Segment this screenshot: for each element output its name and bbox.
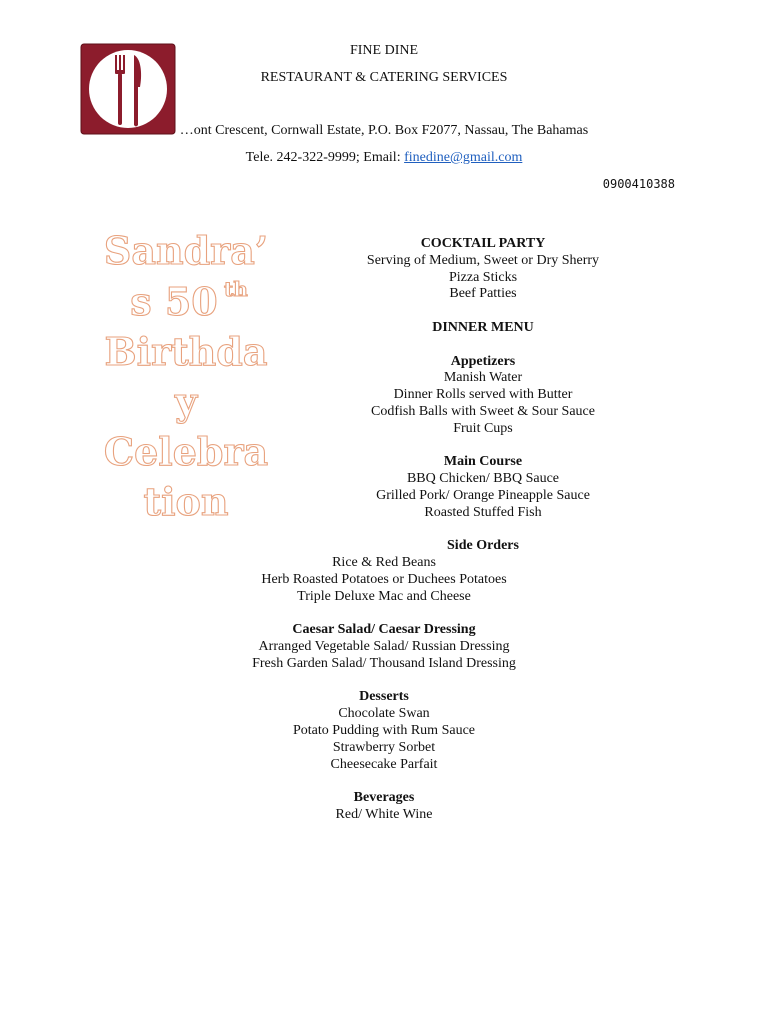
- beverages-heading: Beverages: [353, 790, 415, 806]
- menu-upper: [283, 236, 683, 555]
- appetizers-heading: Appetizers: [450, 353, 516, 369]
- menu-item: Codfish Balls with Sweet & Sour Sauce: [371, 403, 595, 419]
- salads-heading: Caesar Salad/ Caesar Dressing: [292, 622, 476, 638]
- menu-item: Triple Deluxe Mac and Cheese: [297, 588, 471, 604]
- cocktail-heading: COCKTAIL PARTY: [420, 236, 546, 251]
- menu-item: Chocolate Swan: [338, 706, 430, 722]
- side-orders-heading: Side Orders: [447, 538, 519, 554]
- menu-item: Manish Water: [443, 370, 523, 386]
- title-line: y: [174, 379, 198, 424]
- title-line: Celebra: [103, 429, 269, 474]
- company-name: FINE DINE: [349, 43, 419, 58]
- title-line: s 50: [130, 279, 218, 324]
- menu-item: Strawberry Sorbet: [332, 739, 436, 755]
- dinner-menu-heading: DINNER MENU: [432, 319, 534, 335]
- menu-lower: [184, 555, 584, 824]
- company-address: …ont Crescent, Cornwall Estate, P.O. Box F2077, Nassau, The Bahamas: [179, 123, 589, 138]
- menu-item: Herb Roasted Potatoes or Duchees Potatoes: [261, 571, 507, 587]
- menu-item: Grilled Pork/ Orange Pineapple Sauce: [376, 487, 590, 503]
- title-line: Birthda: [104, 329, 268, 374]
- menu-item: Pizza Sticks: [448, 269, 518, 285]
- menu-item: Fresh Garden Salad/ Thousand Island Dressing: [252, 655, 516, 671]
- birthday-title-art: [96, 224, 276, 524]
- email-link[interactable]: finedine@gmail.com: [404, 150, 523, 165]
- reference-number: 0900410388: [602, 177, 675, 191]
- title-line: Sandra’: [103, 228, 269, 273]
- menu-item: Potato Pudding with Rum Sauce: [293, 722, 475, 738]
- menu-item: Serving of Medium, Sweet or Dry Sherry: [366, 252, 600, 268]
- menu-item: Beef Patties: [449, 286, 517, 302]
- menu-item: Dinner Rolls served with Butter: [393, 387, 573, 403]
- menu-item: Cheesecake Parfait: [330, 756, 438, 772]
- menu-item: Fruit Cups: [453, 420, 513, 436]
- telephone-text: Tele. 242-322-9999; Email:: [245, 150, 405, 165]
- company-services: RESTAURANT & CATERING SERVICES: [260, 70, 508, 85]
- contact-line: [0, 150, 768, 166]
- title-line: tion: [143, 479, 229, 524]
- menu-item: Rice & Red Beans: [332, 555, 436, 570]
- menu-item: Red/ White Wine: [335, 806, 433, 822]
- menu-item: Arranged Vegetable Salad/ Russian Dressing: [258, 638, 510, 654]
- desserts-heading: Desserts: [359, 689, 409, 705]
- title-superscript: th: [224, 277, 248, 301]
- main-course-heading: Main Course: [443, 454, 523, 470]
- menu-item: Roasted Stuffed Fish: [424, 504, 542, 520]
- menu-item: BBQ Chicken/ BBQ Sauce: [406, 471, 560, 487]
